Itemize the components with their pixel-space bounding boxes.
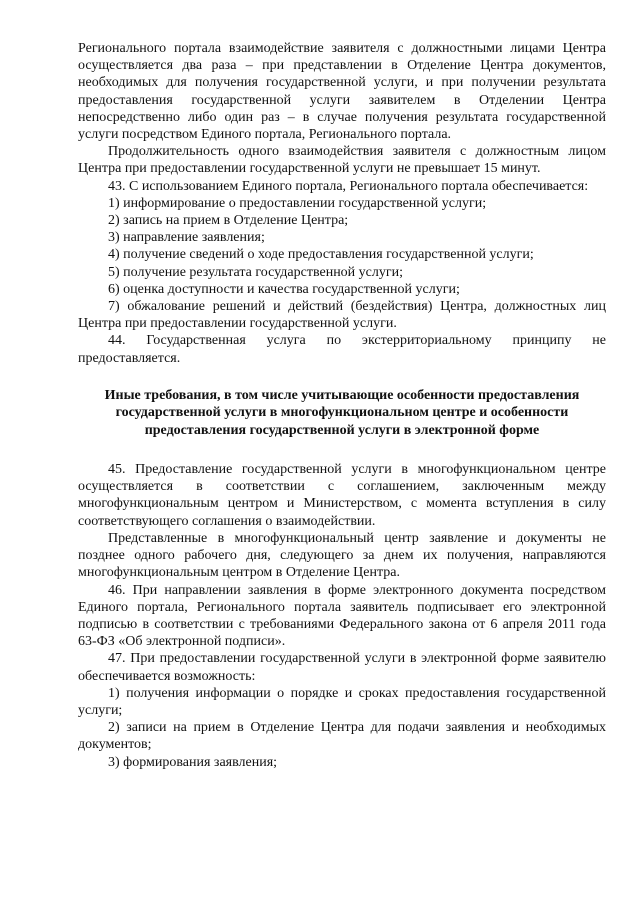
section-heading: Иные требования, в том числе учитывающие особенности предоставления государственной услуги в многофункциональном центре и особенности предоставления государственной услуги в электронной форме — [104, 387, 580, 438]
list-item: 2) запись на прием в Отделение Центра; — [108, 213, 349, 229]
paragraph: 45. Предоставление государственной услуги в многофункциональном центре осуществляется в соответствии с соглашением, заключенным между многофункциональным центром и Министерством, с момента вступления в силу соответствующего соглашения о взаимодействии. — [78, 462, 606, 529]
list-item: 1) информирование о предоставлении государственной услуги; — [108, 195, 487, 211]
list-item: 6) оценка доступности и качества государственной услуги; — [108, 281, 460, 297]
paragraph: Регионального портала взаимодействие заявителя с должностными лицами Центра осуществляется два раза – при представлении в Отделение Центра документов, необходимых для получения государственной услуги, и при получении результата предоставления государственной услуги заявителем в Отделении Центра непосредственно либо один раз – в случае получения результата государственной услуги посредством Единого портала, Регионального портала. — [78, 41, 606, 143]
paragraph: 47. При предоставлении государственной услуги в электронной форме заявителю обеспечивается возможность: — [78, 651, 606, 684]
paragraph: 43. С использованием Единого портала, Регионального портала обеспечивается: — [108, 178, 589, 194]
list-item: 3) направление заявления; — [108, 230, 265, 246]
list-item: 5) получение результата государственной услуги; — [108, 264, 403, 280]
list-item: 4) получение сведений о ходе предоставления государственной услуги; — [108, 247, 534, 263]
paragraph: Продолжительность одного взаимодействия заявителя с должностным лицом Центра при предоставлении государственной услуги не превышает 15 минут. — [78, 144, 606, 177]
list-item: 7) обжалование решений и действий (бездействия) Центра, должностных лиц Центра при предоставлении государственной услуги. — [78, 299, 606, 332]
list-item: 1) получения информации о порядке и сроках предоставления государственной услуги; — [78, 685, 606, 718]
document-body — [78, 40, 606, 771]
paragraph: 44. Государственная услуга по экстерриториальному принципу не предоставляется. — [78, 333, 606, 366]
list-item: 2) записи на прием в Отделение Центра для подачи заявления и необходимых документов; — [78, 720, 606, 753]
list-item: 3) формирования заявления; — [108, 754, 278, 770]
paragraph: Представленные в многофункциональный центр заявление и документы не позднее одного рабочего дня, следующего за днем их получения, направляются многофункциональным центром в Отделение Центра. — [78, 530, 606, 581]
paragraph: 46. При направлении заявления в форме электронного документа посредством Единого портала, Регионального портала заявитель подписывает его электронной подписью в соответствии с требованиями Федерального закона от 6 апреля 2011 года 63-ФЗ «Об электронной подписи». — [78, 582, 606, 650]
